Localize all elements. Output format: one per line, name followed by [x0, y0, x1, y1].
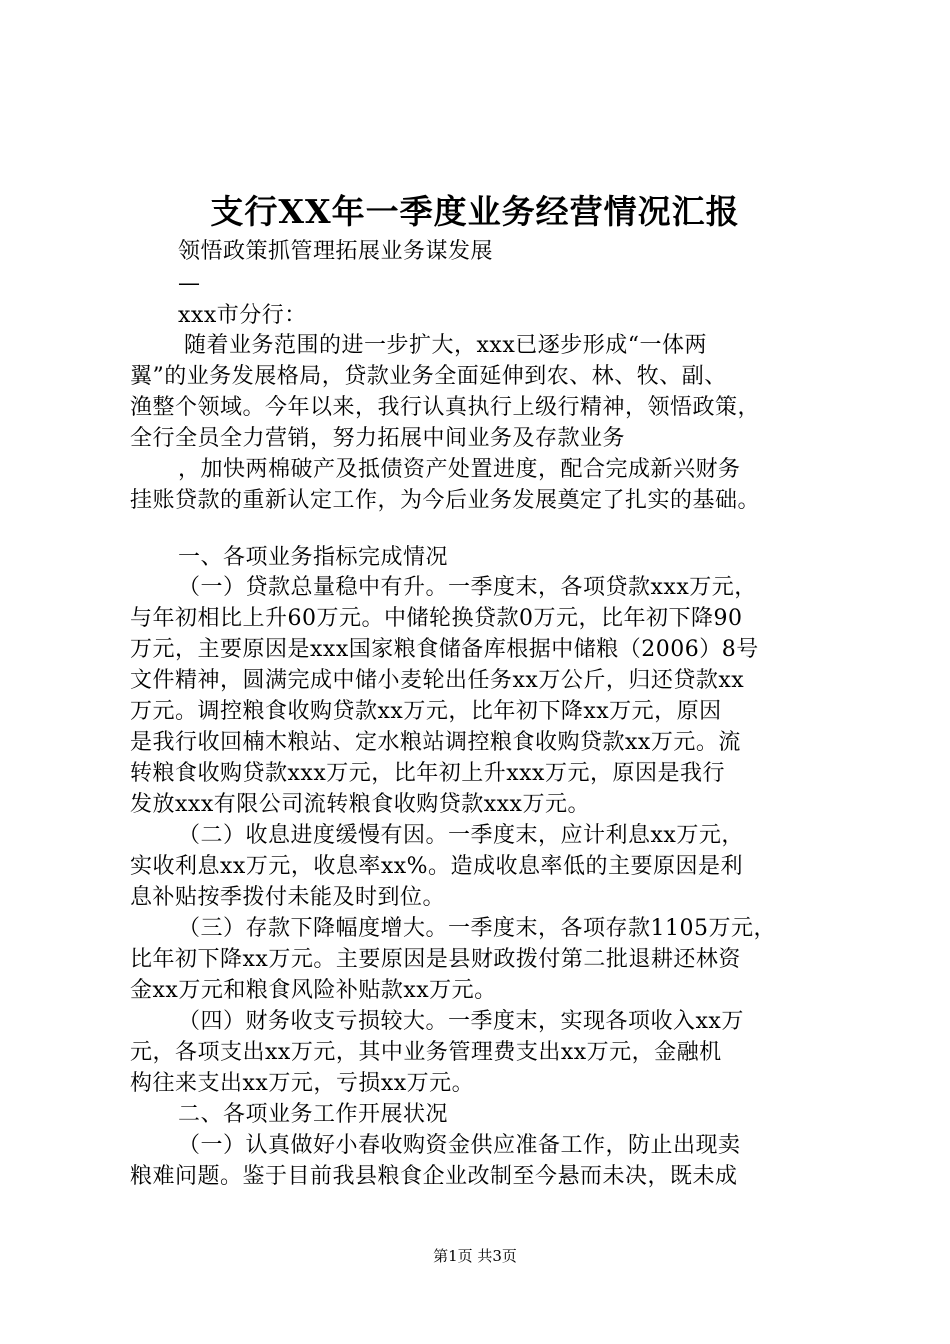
document-title: 支行XX年一季度业务经营情况汇报 [210, 192, 740, 231]
paragraph-line: 是我行收回楠木粮站、定水粮站调控粮食收购贷款xx万元。流 [130, 730, 741, 755]
paragraph-line: 息补贴按季拨付未能及时到位。 [130, 885, 446, 910]
salutation-line: xxx市分行： [178, 303, 307, 328]
paragraph-line: 金xx万元和粮食风险补贴款xx万元。 [130, 978, 497, 1003]
paragraph-line: 比年初下降xx万元。主要原因是县财政拨付第二批退耕还林资 [130, 947, 741, 972]
section-heading: 二、各项业务工作开展状况 [178, 1102, 449, 1127]
paragraph-line: 粮难问题。鉴于目前我县粮食企业改制至今悬而未决，既未成 [130, 1164, 738, 1189]
paragraph-line: 构往来支出xx万元，亏损xx万元。 [130, 1071, 475, 1096]
paragraph-line: （一）贷款总量稳中有升。一季度末，各项贷款xxx万元， [178, 575, 757, 600]
paragraph-line: 全行全员全力营销，努力拓展中间业务及存款业务 [130, 426, 626, 451]
paragraph-line: 转粮食收购贷款xxx万元，比年初上升xxx万元，原因是我行 [130, 761, 725, 786]
page-footer: 第1页 共3页 [433, 1247, 517, 1265]
paragraph-line: 渔整个领域。今年以来，我行认真执行上级行精神，领悟政策， [130, 395, 761, 420]
paragraph-line: 挂账贷款的重新认定工作，为今后业务发展奠定了扎实的基础。 [130, 488, 761, 513]
paragraph-line: 元，各项支出xx万元，其中业务管理费支出xx万元，金融机 [130, 1040, 722, 1065]
paragraph-line: 实收利息xx万元，收息率xx%。造成收息率低的主要原因是利 [130, 854, 744, 879]
dash-line: — [178, 271, 201, 296]
section-heading: 一、各项业务指标完成情况 [178, 545, 449, 570]
paragraph-line: ，加快两棉破产及抵债资产处置进度，配合完成新兴财务 [178, 457, 741, 482]
paragraph-line: 万元，主要原因是xxx国家粮食储备库根据中储粮（2006）8号 [130, 637, 759, 662]
paragraph-line: 翼”的业务发展格局，贷款业务全面延伸到农、林、牧、副、 [130, 364, 727, 389]
paragraph-line: 随着业务范围的进一步扩大，xxx已逐步形成“一体两 [184, 333, 707, 358]
paragraph-line: （四）财务收支亏损较大。一季度末，实现各项收入xx万 [178, 1009, 744, 1034]
paragraph-line: （二）收息进度缓慢有因。一季度末，应计利息xx万元， [178, 823, 744, 848]
subtitle-line: 领悟政策抓管理拓展业务谋发展 [178, 239, 494, 264]
paragraph-line: 发放xxx有限公司流转粮食收购贷款xxx万元。 [130, 792, 590, 817]
paragraph-line: 与年初相比上升60万元。中储轮换贷款0万元，比年初下降90 [130, 606, 743, 631]
paragraph-line: （三）存款下降幅度增大。一季度末，各项存款1105万元， [178, 916, 776, 941]
paragraph-line: 万元。调控粮食收购贷款xx万元，比年初下降xx万元，原因 [130, 699, 722, 724]
paragraph-line: 文件精神，圆满完成中储小麦轮出任务xx万公斤，归还贷款xx [130, 668, 745, 693]
paragraph-line: （一）认真做好小春收购资金供应准备工作，防止出现卖 [178, 1133, 741, 1158]
